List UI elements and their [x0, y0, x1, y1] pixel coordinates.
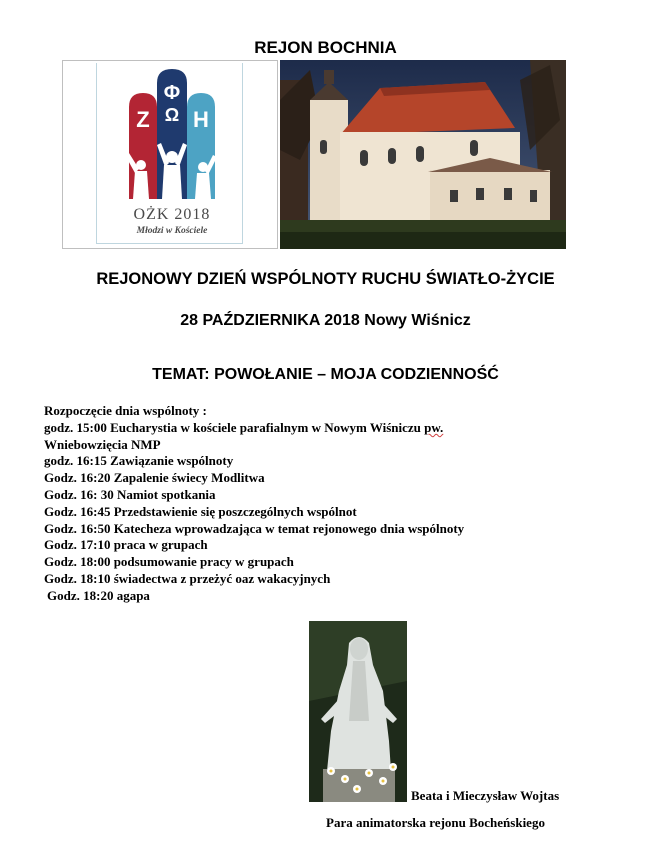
church-photo	[280, 60, 566, 249]
schedule-item: Godz. 18:10 świadectwa z przeżyć oaz wakacyjnych	[44, 570, 331, 586]
schedule-item: Godz. 16: 30 Namiot spotkania	[44, 486, 216, 502]
schedule-list	[44, 403, 604, 605]
ozk-logo	[62, 60, 278, 249]
schedule-item: godz. 16:15 Zawiązanie wspólnoty	[44, 453, 234, 469]
region-title: REJON BOCHNIA	[254, 38, 397, 57]
schedule-item-agapa: Godz. 18:20 agapa	[47, 587, 150, 603]
schedule-item: Godz. 16:50 Katecheza wprowadzająca w temat rejonowego dnia wspólnoty	[44, 520, 465, 536]
logo-subtitle: Młodzi w Kościele	[136, 226, 208, 236]
schedule-item-continuation: Wniebowzięcia NMP	[44, 436, 161, 452]
schedule-intro: Rozpoczęcie dnia wspólnoty :	[44, 403, 207, 418]
schedule-item: Godz. 16:20 Zapalenie świecy Modlitwa	[44, 470, 265, 486]
logo-letter-phi: Φ	[163, 82, 181, 104]
logo-letter-omega: Ω	[164, 105, 180, 125]
event-theme: TEMAT: POWOŁANIE – MOJA CODZIENNOŚĆ	[152, 366, 499, 383]
schedule-item: Godz. 17:10 praca w grupach	[44, 537, 208, 553]
spellcheck-word: pw.	[424, 419, 444, 435]
schedule-item: Godz. 16:45 Przedstawienie się poszczególnych wspólnot	[44, 503, 357, 519]
logo-year-text: OŻK 2018	[133, 206, 211, 223]
ozk-logo-graphic	[63, 61, 277, 248]
schedule-item-text: godz. 15:00 Eucharystia w kościele parafialnym w Nowym Wiśniczu	[44, 419, 425, 435]
statue-photo	[309, 621, 407, 802]
schedule-item-eucharist	[44, 420, 604, 437]
schedule-item: Godz. 18:00 podsumowanie pracy w grupach	[44, 554, 294, 570]
signature-role: Para animatorska rejonu Bocheńskiego	[326, 815, 545, 830]
logo-letter-right: H	[193, 107, 209, 132]
logo-letter-left: Z	[136, 107, 150, 132]
event-title: REJONOWY DZIEŃ WSPÓLNOTY RUCHU ŚWIATŁO-ŻYCIE	[96, 270, 555, 288]
signature-names: Beata i Mieczysław Wojtas	[411, 788, 560, 803]
event-date: 28 PAŹDZIERNIKA 2018 Nowy Wiśnicz	[180, 312, 471, 329]
